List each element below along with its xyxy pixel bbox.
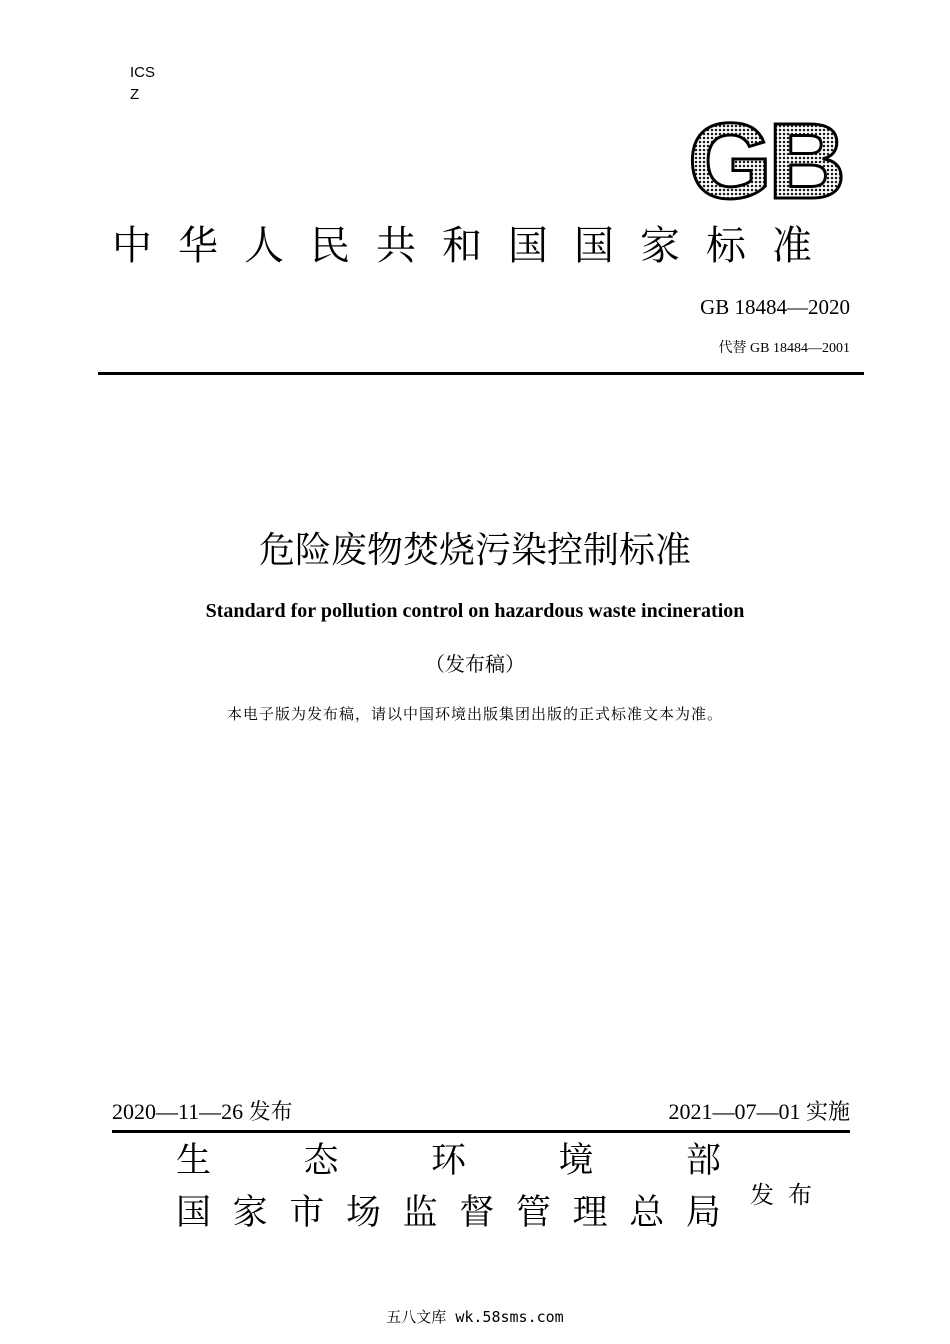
edition-notice: 本电子版为发布稿，请以中国环境出版集团出版的正式标准文本为准。 xyxy=(226,705,723,723)
watermark-url[interactable]: wk.58sms.com xyxy=(455,1308,564,1326)
publisher-ministry xyxy=(176,1137,721,1185)
draft-label: （发布稿） xyxy=(425,652,525,676)
publish-label: 发布 xyxy=(750,1181,826,1209)
gb-logo-text: GB xyxy=(688,112,842,206)
publisher-char: 场 xyxy=(345,1193,381,1233)
watermark-site-name: 五八文库 xyxy=(386,1308,447,1326)
publisher-char: 家 xyxy=(232,1193,268,1233)
replaces-standard: 代替 GB 18484—2001 xyxy=(718,341,850,356)
ics-block xyxy=(130,62,155,106)
publisher-char: 国 xyxy=(176,1193,212,1233)
category-label: Z xyxy=(130,86,140,103)
publisher-char: 总 xyxy=(629,1193,665,1233)
publisher-administration xyxy=(176,1189,721,1237)
publisher-char: 环 xyxy=(430,1141,466,1181)
standard-number: GB 18484—2020 xyxy=(700,295,850,319)
national-standard-title: 中华人民共和国国家标准 xyxy=(112,223,838,269)
publisher-char: 管 xyxy=(515,1193,551,1233)
publisher-char: 境 xyxy=(558,1141,594,1181)
implementation-date: 2021—07—01 实施 xyxy=(668,1099,850,1124)
footer-watermark xyxy=(0,1306,950,1327)
publisher-char: 部 xyxy=(685,1141,721,1181)
publisher-char: 理 xyxy=(572,1193,608,1233)
bottom-divider xyxy=(112,1130,850,1133)
ics-label: ICS xyxy=(130,64,156,81)
publisher-char: 督 xyxy=(459,1193,495,1233)
document-title-cn: 危险废物焚烧污染控制标准 xyxy=(258,530,691,571)
issue-date: 2020—11—26 发布 xyxy=(112,1099,293,1124)
publisher-char: 生 xyxy=(176,1141,212,1181)
publisher-char: 监 xyxy=(402,1193,438,1233)
gb-logo xyxy=(678,112,853,206)
document-title-en: Standard for pollution control on hazardous waste incineration xyxy=(205,600,745,622)
top-divider xyxy=(98,372,864,375)
publisher-char: 市 xyxy=(289,1193,325,1233)
publisher-char: 态 xyxy=(303,1141,339,1181)
publisher-char: 局 xyxy=(685,1193,721,1233)
